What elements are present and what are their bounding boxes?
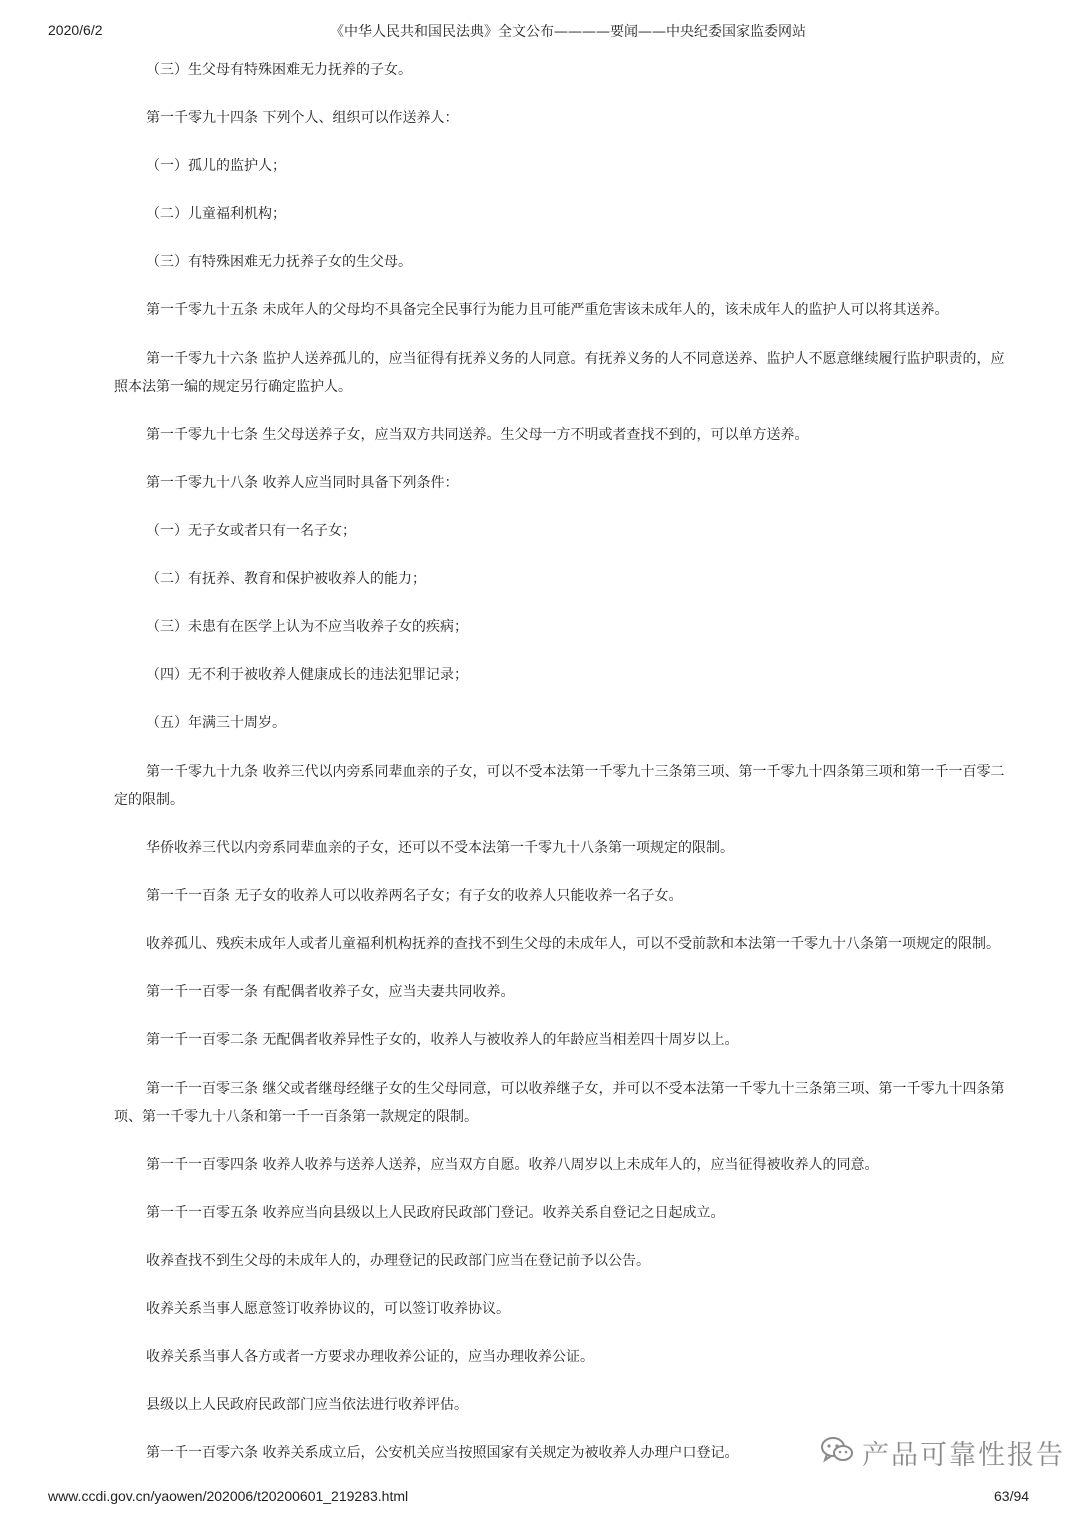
paragraph-line: 定的限制。 bbox=[114, 792, 184, 808]
page-number: 63/94 bbox=[994, 1488, 1030, 1504]
paragraph-line: （四）无不利于被收养人健康成长的违法犯罪记录； bbox=[146, 667, 468, 683]
header-date: 2020/6/2 bbox=[48, 22, 103, 38]
paragraph-line: 第一千零九十七条 生父母送养子女，应当双方共同送养。生父母一方不明或者查找不到的，可以单方送养。 bbox=[146, 427, 809, 443]
paragraph-line: 项、第一千零九十八条和第一千一百条第一款规定的限制。 bbox=[114, 1109, 478, 1125]
paragraph-line: 第一千一百零三条 继父或者继母经继子女的生父母同意，可以收养继子女，并可以不受本法第一千零九十三条第三项、第一千零九十四条第 bbox=[146, 1081, 1005, 1097]
paragraph-line: 县级以上人民政府民政部门应当依法进行收养评估。 bbox=[146, 1397, 468, 1413]
paragraph-line: 第一千零九十五条 未成年人的父母均不具备完全民事行为能力且可能严重危害该未成年人的，该未成年人的监护人可以将其送养。 bbox=[146, 302, 949, 318]
paragraph-line: 照本法第一编的规定另行确定监护人。 bbox=[114, 379, 352, 395]
document-body bbox=[0, 52, 1080, 1462]
paragraph-line: 第一千零九十四条 下列个人、组织可以作送养人： bbox=[146, 110, 459, 126]
page-title: 《中华人民共和国民法典》全文公布————要闻——中央纪委国家监委网站 bbox=[330, 24, 806, 40]
watermark bbox=[820, 1430, 1065, 1474]
paragraph-line: （二）有抚养、教育和保护被收养人的能力； bbox=[146, 571, 426, 587]
paragraph-line: （五）年满三十周岁。 bbox=[146, 715, 286, 731]
paragraph-line: 华侨收养三代以内旁系同辈血亲的子女，还可以不受本法第一千零九十八条第一项规定的限制。 bbox=[146, 840, 734, 856]
paragraph-line: （一）孤儿的监护人； bbox=[146, 158, 286, 174]
paragraph-line: （三）有特殊困难无力抚养子女的生父母。 bbox=[146, 254, 412, 270]
paragraph-line: （三）生父母有特殊困难无力抚养的子女。 bbox=[146, 62, 412, 78]
paragraph-line: 第一千零九十九条 收养三代以内旁系同辈血亲的子女，可以不受本法第一千零九十三条第三项、第一千零九十四条第三项和第一千一百零二 bbox=[146, 764, 1005, 780]
wechat-icon bbox=[820, 1435, 854, 1469]
footer-url: www.ccdi.gov.cn/yaowen/202006/t20200601_219283.html bbox=[48, 1488, 409, 1504]
paragraph-line: （二）儿童福利机构； bbox=[146, 206, 286, 222]
paragraph-line: 第一千一百零四条 收养人收养与送养人送养，应当双方自愿。收养八周岁以上未成年人的，应当征得被收养人的同意。 bbox=[146, 1157, 879, 1173]
paragraph-line: （一）无子女或者只有一名子女； bbox=[146, 523, 356, 539]
paragraph-line: 第一千一百零二条 无配偶者收养异性子女的，收养人与被收养人的年龄应当相差四十周岁以上。 bbox=[146, 1032, 739, 1048]
paragraph-line: （三）未患有在医学上认为不应当收养子女的疾病； bbox=[146, 619, 468, 635]
paragraph-line: 第一千一百零一条 有配偶者收养子女，应当夫妻共同收养。 bbox=[146, 984, 515, 1000]
paragraph-line: 第一千零九十八条 收养人应当同时具备下列条件： bbox=[146, 475, 459, 491]
paragraph-line: 第一千一百零五条 收养应当向县级以上人民政府民政部门登记。收养关系自登记之日起成立。 bbox=[146, 1205, 725, 1221]
paragraph-line: 收养查找不到生父母的未成年人的，办理登记的民政部门应当在登记前予以公告。 bbox=[146, 1253, 650, 1269]
watermark-text: 产品可靠性报告 bbox=[862, 1439, 1065, 1471]
paragraph-line: 收养关系当事人各方或者一方要求办理收养公证的，应当办理收养公证。 bbox=[146, 1349, 594, 1365]
paragraph-line: 第一千一百条 无子女的收养人可以收养两名子女；有子女的收养人只能收养一名子女。 bbox=[146, 888, 683, 904]
paragraph-line: 收养孤儿、残疾未成年人或者儿童福利机构抚养的查找不到生父母的未成年人，可以不受前款和本法第一千零九十八条第一项规定的限制。 bbox=[146, 936, 1000, 952]
paragraph-line: 第一千一百零六条 收养关系成立后，公安机关应当按照国家有关规定为被收养人办理户口登记。 bbox=[146, 1445, 739, 1461]
paragraph-line: 第一千零九十六条 监护人送养孤儿的，应当征得有抚养义务的人同意。有抚养义务的人不同意送养、监护人不愿意继续履行监护职责的，应 bbox=[146, 351, 1005, 367]
paragraph-line: 收养关系当事人愿意签订收养协议的，可以签订收养协议。 bbox=[146, 1301, 510, 1317]
